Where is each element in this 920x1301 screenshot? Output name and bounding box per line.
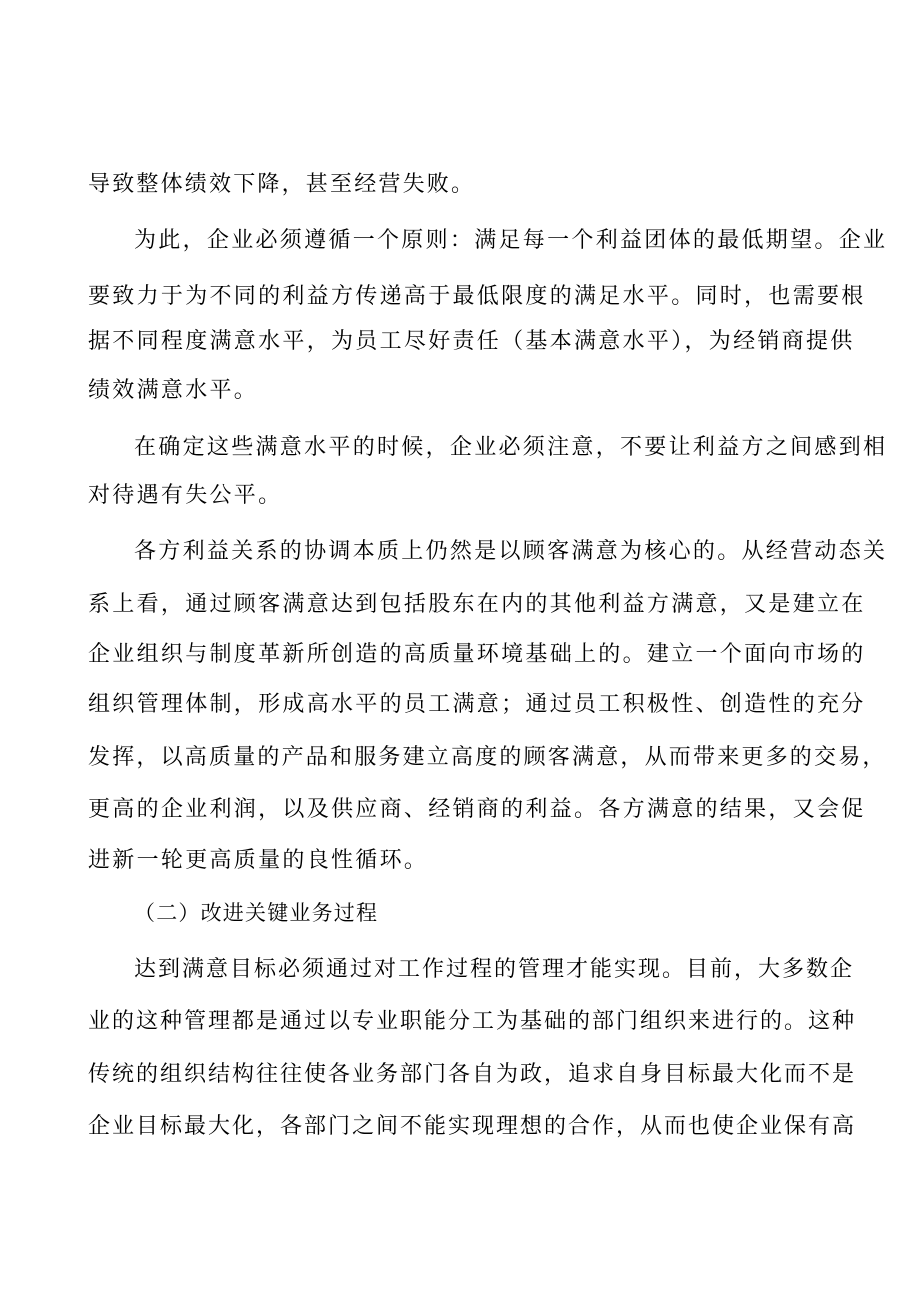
paragraph-line: 企业组织与制度革新所创造的高质量环境基础上的。建立一个面向市场的 <box>88 642 866 667</box>
paragraph-line: 导致整体绩效下降，甚至经营失败。 <box>88 172 476 197</box>
paragraph-line: 据不同程度满意水平，为员工尽好责任（基本满意水平），为经销商提供 <box>88 329 855 354</box>
paragraph-line: 企业目标最大化，各部门之间不能实现理想的合作，从而也使企业保有高 <box>88 1114 857 1139</box>
paragraph-line: 进新一轮更高质量的良性循环。 <box>88 848 429 873</box>
paragraph-line: 为此，企业必须遵循一个原则：满足每一个利益团体的最低期望。企业 <box>134 228 888 253</box>
paragraph-line: 更高的企业利润，以及供应商、经销商的利益。各方满意的结果，又会促 <box>88 797 866 822</box>
paragraph-line: 发挥，以高质量的产品和服务建立高度的顾客满意，从而带来更多的交易， <box>88 745 887 770</box>
paragraph-line: 传统的组织结构往往使各业务部门各自为政，追求自身目标最大化而不是 <box>88 1062 857 1087</box>
paragraph-line: 系上看，通过顾客满意达到包括股东在内的其他利益方满意，又是建立在 <box>88 592 866 617</box>
paragraph-line: 各方利益关系的协调本质上仍然是以顾客满意为核心的。从经营动态关 <box>134 539 888 564</box>
paragraph-line: 达到满意目标必须通过对工作过程的管理才能实现。目前，大多数企 <box>134 957 855 982</box>
section-heading: （二）改进关键业务过程 <box>134 901 379 925</box>
paragraph-line: 要致力于为不同的利益方传递高于最低限度的满足水平。同时，也需要根 <box>88 284 866 309</box>
paragraph-line: 在确定这些满意水平的时候，企业必须注意，不要让利益方之间感到相 <box>134 435 888 460</box>
paragraph-line: 绩效满意水平。 <box>88 378 259 403</box>
paragraph-line: 对待遇有失公平。 <box>88 483 283 508</box>
paragraph-line: 业的这种管理都是通过以专业职能分工为基础的部门组织来进行的。这种 <box>88 1009 857 1034</box>
paragraph-line: 组织管理体制，形成高水平的员工满意；通过员工积极性、创造性的充分 <box>88 692 866 717</box>
